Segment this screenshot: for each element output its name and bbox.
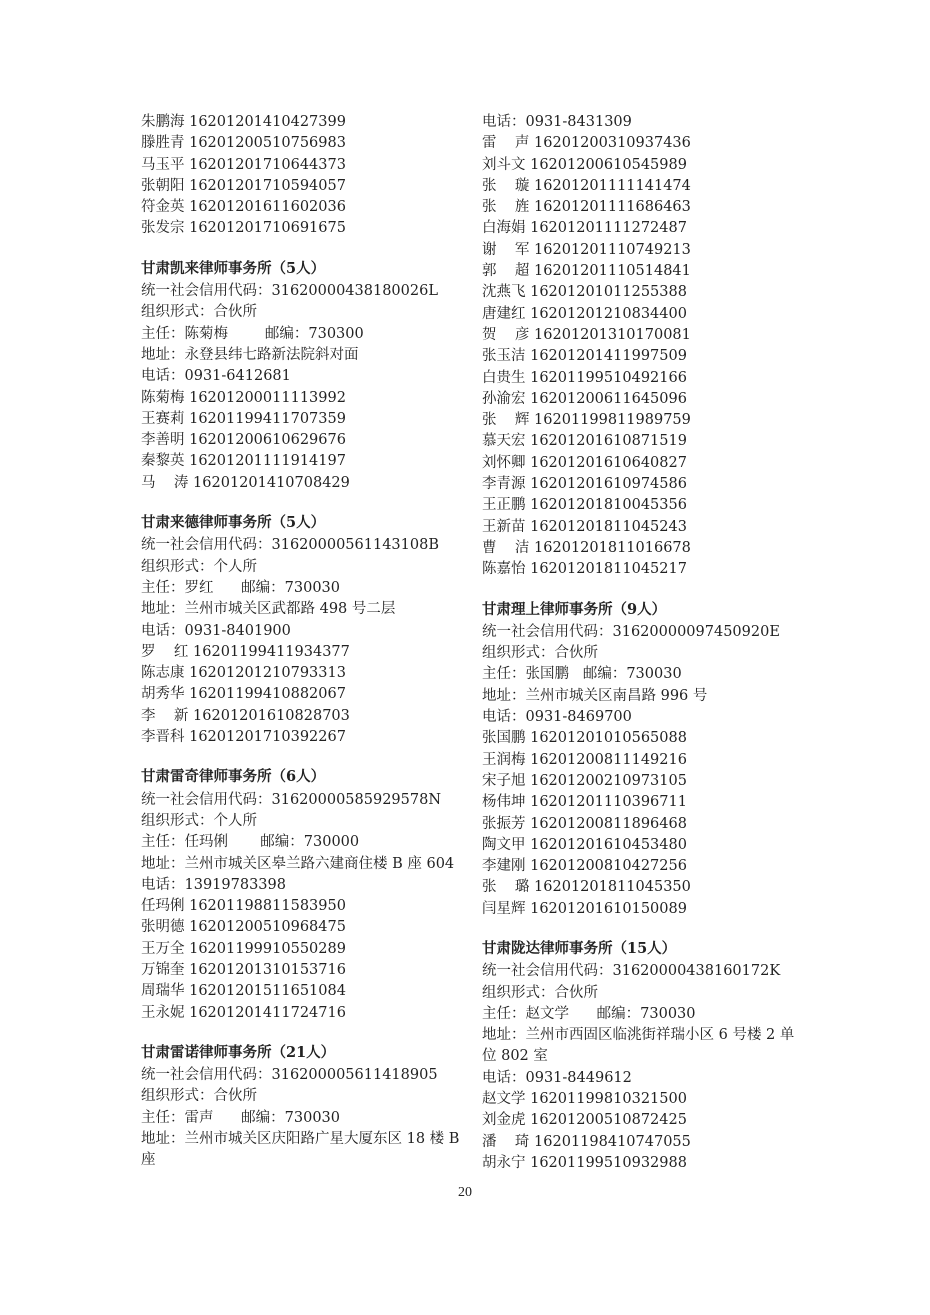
record-line: 慕天宏 16201201610871519 xyxy=(482,433,687,450)
record-line: 地址：兰州市城关区庆阳路广星大厦东区 18 楼 B 座 xyxy=(141,1131,460,1169)
record-line: 地址：兰州市城关区武都路 498 号二层 xyxy=(141,601,396,618)
record-line: 李善明 16201200610629676 xyxy=(141,432,346,449)
record-line: 主任：雷声 邮编：730030 xyxy=(141,1109,341,1126)
record-line: 电话：0931-8401900 xyxy=(141,622,291,639)
record-line: 杨伟坤 16201201110396711 xyxy=(482,794,687,811)
record-line: 白海娟 16201201111272487 xyxy=(482,220,687,237)
record-line: 刘斗文 16201200610545989 xyxy=(482,156,687,173)
record-line: 组织形式：合伙所 xyxy=(141,304,257,321)
record-line: 张振芳 16201200811896468 xyxy=(482,815,687,832)
record-line: 张国鹏 16201201010565088 xyxy=(482,730,687,747)
record-line: 王永妮 16201201411724716 xyxy=(141,1004,346,1021)
record-line: 统一社会信用代码：31620000561143108B xyxy=(141,537,439,554)
record-line: 贺 彦 16201201310170081 xyxy=(482,326,691,343)
left-column xyxy=(141,112,461,1172)
record-line: 电话：0931-6412681 xyxy=(141,368,291,385)
record-line: 王润梅 16201200811149216 xyxy=(482,751,687,768)
record-line: 王赛莉 16201199411707359 xyxy=(141,410,346,427)
record-line: 宋子旭 16201200210973105 xyxy=(482,772,687,789)
record-line: 主任：张国鹏 邮编：730030 xyxy=(482,666,682,683)
record-line: 统一社会信用代码：31620000585929578N xyxy=(141,791,442,808)
record-line: 胡永宁 16201199510932988 xyxy=(482,1154,687,1171)
firm-title: 甘肃陇达律师事务所（15人） xyxy=(482,939,677,957)
record-line: 地址：永登县纬七路新法院斜对面 xyxy=(141,346,359,363)
firm-entry xyxy=(141,258,461,494)
record-line: 谢 军 16201201110749213 xyxy=(482,241,691,258)
record-line: 地址：兰州市城关区南昌路 996 号 xyxy=(482,687,708,704)
firm-title: 甘肃凯来律师事务所（5人） xyxy=(141,259,326,277)
record-line: 沈燕飞 16201201011255388 xyxy=(482,284,687,301)
record-line: 秦黎英 16201201111914197 xyxy=(141,453,346,470)
record-line: 统一社会信用代码：31620000438160172K xyxy=(482,963,781,980)
record-line: 李 新 16201201610828703 xyxy=(141,707,350,724)
record-line: 刘怀卿 16201201610640827 xyxy=(482,454,687,471)
record-line: 罗 红 16201199411934377 xyxy=(141,643,350,660)
record-line: 张朝阳 16201201710594057 xyxy=(141,177,346,194)
right-column xyxy=(482,112,802,1174)
record-line: 朱鹏海 16201201410427399 xyxy=(141,114,346,130)
record-line: 主任：任玛俐 邮编：730000 xyxy=(141,834,360,851)
firm-entry xyxy=(482,938,802,1174)
record-line: 地址：兰州市城关区皋兰路六建商住楼 B 座 604 xyxy=(141,855,455,872)
record-line: 张明德 16201200510968475 xyxy=(141,919,346,936)
record-line: 王正鹏 16201201810045356 xyxy=(482,497,687,514)
firm-continuation xyxy=(482,112,802,581)
record-line: 刘金虎 16201200510872425 xyxy=(482,1112,687,1129)
record-line: 陈嘉怡 16201201811045217 xyxy=(482,561,687,578)
record-line: 主任：赵文学 邮编：730030 xyxy=(482,1005,696,1022)
record-line: 马玉平 16201201710644373 xyxy=(141,156,346,173)
record-line: 组织形式：合伙所 xyxy=(482,984,598,1001)
record-line: 电话：0931-8431309 xyxy=(482,114,632,130)
record-line: 唐建红 16201201210834400 xyxy=(482,305,687,322)
record-line: 统一社会信用代码：31620000438180026L xyxy=(141,283,438,300)
record-line: 滕胜青 16201200510756983 xyxy=(141,135,346,152)
record-line: 孙渝宏 16201200611645096 xyxy=(482,390,687,407)
firm-continuation xyxy=(141,112,461,240)
record-line: 电话：0931-8449612 xyxy=(482,1069,632,1086)
record-line: 张玉洁 16201201411997509 xyxy=(482,348,687,365)
record-line: 郭 超 16201201110514841 xyxy=(482,263,691,280)
record-line: 李青源 16201201610974586 xyxy=(482,476,687,493)
record-line: 王万全 16201199910550289 xyxy=(141,940,346,957)
record-line: 赵文学 16201199810321500 xyxy=(482,1091,687,1108)
record-line: 雷 声 16201200310937436 xyxy=(482,135,691,152)
record-line: 陶文甲 16201201610453480 xyxy=(482,836,687,853)
record-line: 组织形式：合伙所 xyxy=(482,645,598,662)
record-line: 组织形式：个人所 xyxy=(141,558,257,575)
record-line: 万锦奎 16201201310153716 xyxy=(141,961,346,978)
record-line: 潘 琦 16201198410747055 xyxy=(482,1133,691,1150)
firm-entry xyxy=(141,766,461,1024)
record-line: 张 旌 16201201111686463 xyxy=(482,199,691,216)
record-line: 曹 洁 16201201811016678 xyxy=(482,539,691,556)
record-line: 组织形式：合伙所 xyxy=(141,1088,257,1105)
firm-entry xyxy=(482,599,802,920)
record-line: 符金英 16201201611602036 xyxy=(141,199,346,216)
record-line: 张 辉 16201199811989759 xyxy=(482,412,691,429)
record-line: 周瑞华 16201201511651084 xyxy=(141,983,346,1000)
record-line: 主任：罗红 邮编：730030 xyxy=(141,579,341,596)
record-line: 电话：13919783398 xyxy=(141,876,286,893)
firm-entry xyxy=(141,1042,461,1172)
record-line: 陈菊梅 16201200011113992 xyxy=(141,389,346,406)
record-line: 统一社会信用代码：31620000097450920E xyxy=(482,623,780,640)
record-line: 李建刚 16201200810427256 xyxy=(482,858,687,875)
record-line: 任玛俐 16201198811583950 xyxy=(141,898,346,915)
firm-title: 甘肃雷诺律师事务所（21人） xyxy=(141,1043,336,1061)
record-line: 闫星辉 16201201610150089 xyxy=(482,900,687,917)
record-line: 张 璐 16201201811045350 xyxy=(482,879,691,896)
record-line: 胡秀华 16201199410882067 xyxy=(141,686,346,703)
record-line: 主任：陈菊梅 邮编：730300 xyxy=(141,325,364,342)
record-line: 李晋科 16201201710392267 xyxy=(141,729,346,746)
record-line: 统一社会信用代码：316200005611418905 xyxy=(141,1067,438,1084)
firm-entry xyxy=(141,512,461,748)
record-line: 张 璇 16201201111141474 xyxy=(482,177,691,194)
record-line: 马 涛 16201201410708429 xyxy=(141,474,350,491)
record-line: 组织形式：个人所 xyxy=(141,812,257,829)
firm-title: 甘肃来德律师事务所（5人） xyxy=(141,514,326,532)
record-line: 电话：0931-8469700 xyxy=(482,709,632,726)
record-line: 陈志康 16201201210793313 xyxy=(141,665,346,682)
record-line: 白贵生 16201199510492166 xyxy=(482,369,687,386)
record-line: 王新苗 16201201811045243 xyxy=(482,518,687,535)
page-number: 20 xyxy=(458,1185,472,1200)
record-line: 张发宗 16201201710691675 xyxy=(141,220,346,237)
record-line: 地址：兰州市西固区临洮街祥瑞小区 6 号楼 2 单位 802 室 xyxy=(482,1027,795,1065)
firm-title: 甘肃雷奇律师事务所（6人） xyxy=(141,768,326,786)
firm-title: 甘肃理上律师事务所（9人） xyxy=(482,600,667,618)
